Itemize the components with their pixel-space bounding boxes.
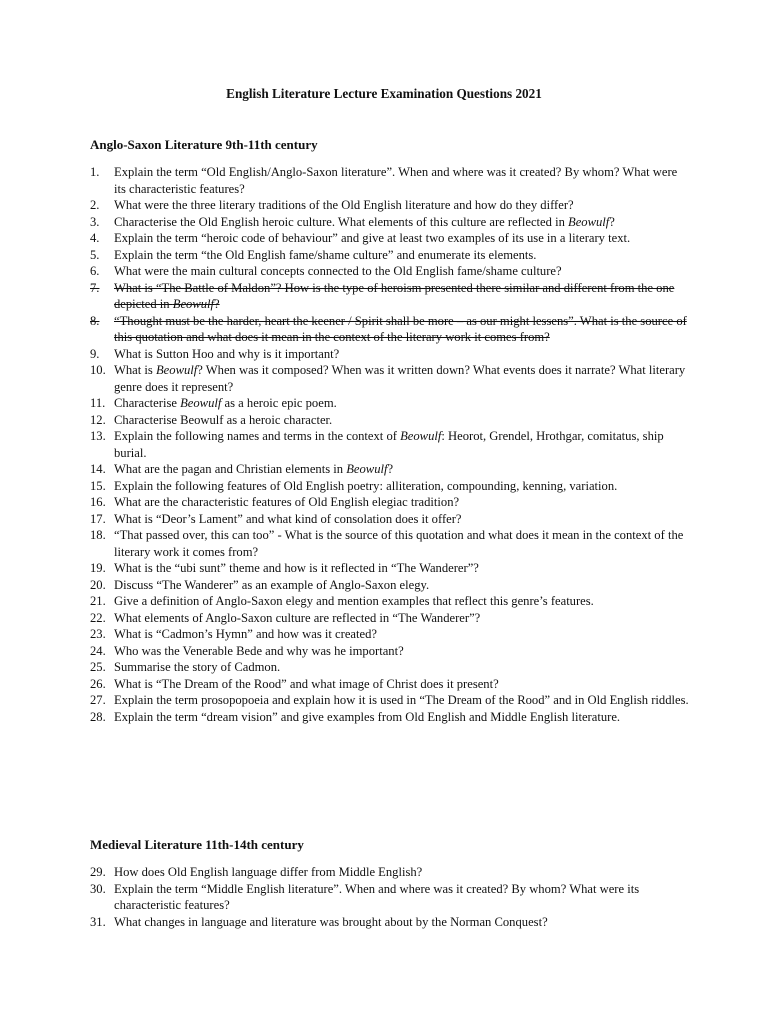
question-text-run: What were the main cultural concepts connected to the Old English fame/shame culture? [114, 264, 562, 278]
question-item [90, 263, 690, 280]
question-text-run: “Thought must be the harder, heart the keener / Spirit shall be more – as our might lessens”. What is the source of this quotation and what does it mean in the context of the literary work it comes from? [114, 313, 687, 344]
question-text [114, 660, 280, 674]
question-text-run: Give a definition of Anglo-Saxon elegy and mention examples that reflect this genre’s features. [114, 594, 594, 608]
question-text [114, 248, 536, 262]
question-text [114, 165, 677, 196]
question-item [90, 881, 690, 914]
question-text-run: What is the “ubi sunt” theme and how is it reflected in “The Wanderer”? [114, 561, 479, 575]
question-number: 25. [90, 660, 106, 674]
question-text-run: Explain the term “dream vision” and give examples from Old English and Middle English literature. [114, 709, 621, 724]
question-text [114, 710, 620, 724]
question-number: 15. [90, 478, 106, 493]
question-text [114, 528, 683, 559]
question-item [90, 676, 690, 693]
question-item [90, 362, 690, 395]
question-text-run: Summarise the story of Cadmon. [114, 660, 281, 674]
question-number: 19. [90, 561, 106, 575]
question-text [114, 347, 339, 361]
question-text [114, 677, 499, 691]
question-number: 16. [90, 495, 106, 509]
question-text-run: Explain the following features of Old English poetry: alliteration, compounding, kenning, variation. [114, 478, 618, 493]
question-text-run: Explain the term prosopopoeia and explain how it is used in “The Dream of the Rood” and in Old English riddles. [114, 693, 689, 707]
question-number: 4. [90, 231, 100, 245]
question-text-run: Explain the term “Middle English literature”. When and where was it created? By whom? What were its characteristic features? [114, 881, 640, 912]
question-item [90, 511, 690, 528]
question-text-run: Characterise Beowulf as a heroic character. [114, 412, 333, 427]
question-text-run: “That passed over, this can too” - What is the source of this quotation and what does it mean in the context of the literary work it comes from? [114, 528, 684, 559]
question-text-run: What is “The Dream of the Rood” and what image of Christ does it present? [114, 676, 499, 691]
question-text [114, 512, 462, 526]
question-text [114, 611, 480, 625]
question-number: 6. [90, 264, 100, 278]
question-item [90, 395, 690, 412]
question-list-anglo-saxon [90, 164, 690, 725]
question-text-run: What is “Cadmon’s Hymn” and how was it created? [114, 627, 377, 641]
question-text-run: What is “Deor’s Lament” and what kind of consolation does it offer? [114, 511, 462, 526]
question-text-run: Characterise [114, 396, 181, 410]
question-number: 8. [90, 313, 100, 328]
question-number: 12. [90, 412, 106, 427]
question-item [90, 626, 690, 643]
question-item-struck [90, 313, 690, 346]
question-text [114, 363, 685, 394]
question-text-run: Characterise the Old English heroic culture. What elements of this culture are reflected in [114, 214, 569, 229]
question-text [114, 264, 562, 278]
question-text-run: What is Sutton Hoo and why is it important? [114, 346, 340, 361]
question-text [114, 462, 393, 476]
question-text [114, 479, 617, 493]
work-title-italic: Beowulf [172, 297, 215, 311]
question-text-run: Explain the term “heroic code of behaviour” and give at least two examples of its use in a literary text. [114, 231, 631, 245]
question-number: 24. [90, 643, 106, 658]
question-item [90, 461, 690, 478]
work-title-italic: Beowulf [180, 396, 222, 410]
question-item [90, 494, 690, 511]
question-number: 31. [90, 914, 106, 929]
document-title: English Literature Lecture Examination Questions 2021 [226, 86, 542, 101]
question-text [114, 495, 459, 509]
question-text [114, 644, 404, 658]
question-item [90, 864, 690, 881]
work-title-italic: Beowulf [155, 363, 198, 377]
question-text [114, 281, 674, 312]
question-text [114, 693, 689, 707]
question-item [90, 214, 690, 231]
question-text-run: Explain the following names and terms in the context of [114, 429, 401, 443]
question-item [90, 593, 690, 610]
question-item [90, 247, 690, 264]
question-text-run: Who was the Venerable Bede and why was he important? [114, 643, 404, 658]
question-item [90, 230, 690, 247]
question-number: 11. [90, 396, 106, 410]
question-number: 22. [90, 610, 106, 625]
question-number: 13. [90, 429, 106, 443]
question-text-run: Explain the term “the Old English fame/shame culture” and enumerate its elements. [114, 247, 537, 262]
question-text [114, 429, 664, 460]
question-text-run: What is “The Battle of Maldon”? How is the type of heroism presented there similar and different from the one depicted in [114, 280, 675, 311]
question-number: 27. [90, 693, 106, 707]
question-number: 9. [90, 346, 100, 361]
work-title-italic: Beowulf [400, 429, 442, 443]
question-text-run: What elements of Anglo-Saxon culture are reflected in “The Wanderer”? [114, 610, 481, 625]
question-number: 28. [90, 709, 106, 724]
question-text-run: ? [609, 214, 615, 229]
question-number: 21. [90, 594, 106, 608]
question-number: 30. [90, 881, 106, 896]
question-item [90, 197, 690, 214]
question-text [114, 882, 639, 913]
question-text-run: Explain the term “Old English/Anglo-Saxon literature”. When and where was it created? By whom? What were its characteristic features? [114, 165, 678, 196]
question-number: 2. [90, 198, 100, 212]
question-item [90, 428, 690, 461]
question-text [114, 865, 422, 879]
question-number: 17. [90, 511, 106, 526]
question-text [114, 231, 630, 245]
question-number: 26. [90, 676, 106, 691]
question-text-run: What are the characteristic features of Old English elegiac tradition? [114, 495, 460, 509]
question-text [114, 198, 574, 212]
question-item [90, 709, 690, 726]
question-item [90, 643, 690, 660]
question-text-run: as a heroic epic poem. [221, 396, 337, 410]
question-number: 20. [90, 577, 106, 592]
work-title-italic: Beowulf [346, 462, 388, 476]
section-heading-medieval: Medieval Literature 11th-14th century [90, 837, 304, 852]
question-text-run: : Heorot, Grendel, Hrothgar, comitatus, ship burial. [114, 429, 664, 460]
question-item [90, 914, 690, 931]
question-number: 10. [90, 363, 106, 377]
question-text [114, 627, 377, 641]
question-text [114, 314, 687, 345]
question-item [90, 692, 690, 709]
question-text [114, 578, 429, 592]
question-item [90, 527, 690, 560]
work-title-italic: Beowulf [568, 214, 610, 229]
question-text [114, 561, 479, 575]
question-list-medieval [90, 864, 690, 930]
question-item [90, 478, 690, 495]
question-item [90, 577, 690, 594]
question-number: 14. [90, 462, 106, 476]
question-number: 5. [90, 247, 100, 262]
question-text-run: What changes in language and literature was brought about by the Norman Conquest? [114, 914, 548, 929]
question-text-run: ? [387, 462, 394, 476]
question-item [90, 412, 690, 429]
question-text-run: What were the three literary traditions of the Old English literature and how do they differ? [114, 198, 574, 212]
question-item [90, 346, 690, 363]
question-text [114, 396, 337, 410]
question-item [90, 560, 690, 577]
question-text-run: What are the pagan and Christian elements in [114, 462, 347, 476]
section-heading-anglo-saxon: Anglo-Saxon Literature 9th-11th century [90, 137, 318, 152]
question-text [114, 413, 332, 427]
question-text [114, 215, 615, 229]
question-text [114, 915, 548, 929]
question-item-struck [90, 280, 690, 313]
question-text-run: ? When was it composed? When was it written down? What events does it narrate? What literary genre does it represent? [114, 363, 686, 394]
question-text-run: ? [214, 297, 220, 311]
question-number: 1. [90, 165, 100, 179]
question-item [90, 164, 690, 197]
question-number: 7. [90, 280, 100, 295]
question-text [114, 594, 594, 608]
question-number: 29. [90, 865, 106, 879]
question-item [90, 659, 690, 676]
question-number: 23. [90, 627, 106, 641]
question-text-run: How does Old English language differ from Middle English? [114, 865, 423, 879]
question-item [90, 610, 690, 627]
question-number: 3. [90, 214, 100, 229]
question-text-run: What is [114, 363, 156, 377]
question-text-run: Discuss “The Wanderer” as an example of Anglo-Saxon elegy. [114, 577, 430, 592]
question-number: 18. [90, 528, 106, 542]
